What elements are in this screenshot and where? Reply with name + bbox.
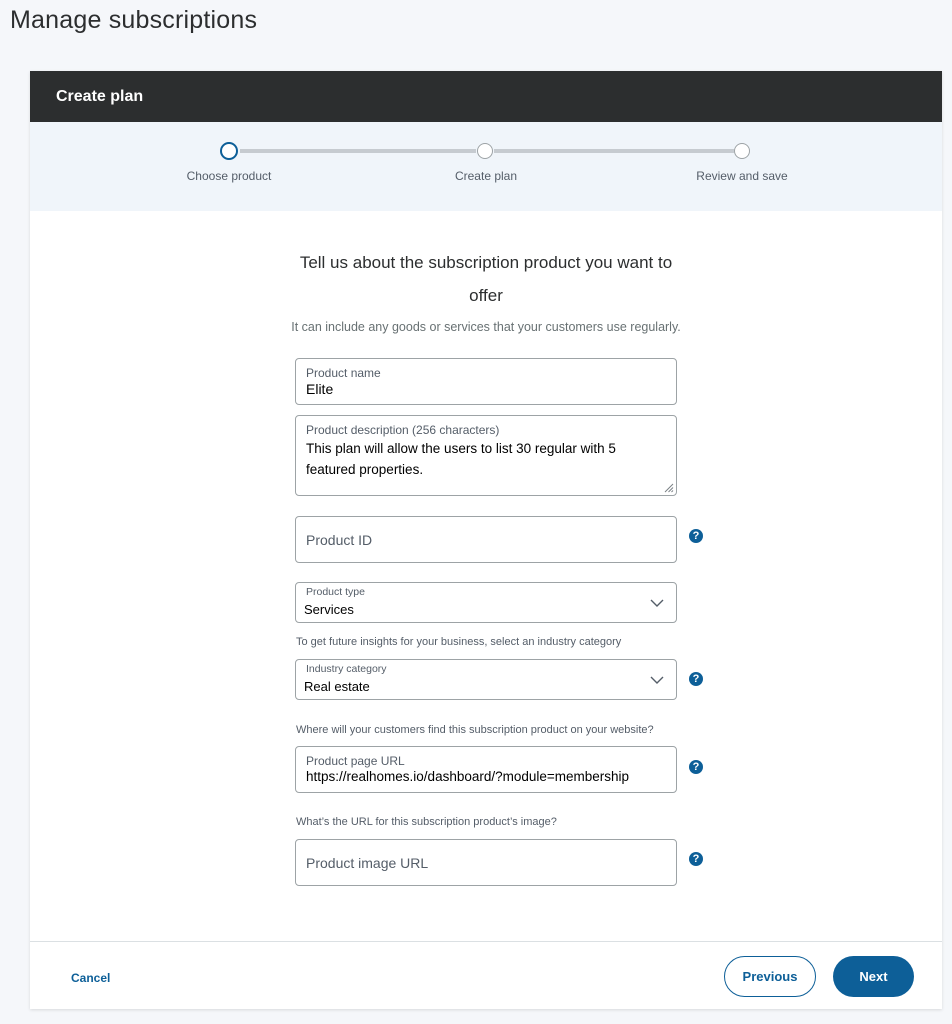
help-icon[interactable]: ? bbox=[689, 529, 703, 543]
previous-button[interactable]: Previous bbox=[724, 956, 816, 997]
help-icon[interactable]: ? bbox=[689, 760, 703, 774]
chevron-down-icon bbox=[650, 675, 664, 685]
chevron-down-icon bbox=[650, 598, 664, 608]
card-footer bbox=[30, 941, 942, 1009]
card-title: Create plan bbox=[56, 87, 144, 105]
product-type-select[interactable] bbox=[295, 582, 677, 623]
product-id-field[interactable] bbox=[295, 516, 677, 563]
next-button[interactable]: Next bbox=[833, 956, 914, 997]
product-type-value: Services bbox=[304, 602, 354, 617]
step-label-review-save: Review and save bbox=[696, 169, 788, 183]
industry-category-value: Real estate bbox=[304, 679, 370, 694]
industry-category-select[interactable] bbox=[295, 659, 677, 700]
page-title: Manage subscriptions bbox=[10, 6, 258, 34]
product-name-field[interactable] bbox=[295, 358, 677, 405]
product-name-value: Elite bbox=[306, 381, 334, 397]
step-connector bbox=[240, 149, 476, 153]
product-type-label: Product type bbox=[306, 586, 365, 598]
resize-grip-icon[interactable] bbox=[664, 483, 674, 493]
product-description-value: This plan will allow the users to list 30 regular with 5 featured properties. bbox=[306, 441, 616, 477]
intro-heading-line1: Tell us about the subscription product you want to bbox=[299, 253, 673, 272]
image-hint: What’s the URL for this subscription product’s image? bbox=[296, 816, 557, 828]
industry-hint: To get future insights for your business, select an industry category bbox=[296, 636, 622, 648]
intro-heading-line2: offer bbox=[469, 286, 503, 305]
cancel-link[interactable]: Cancel bbox=[71, 971, 111, 985]
help-icon[interactable]: ? bbox=[689, 852, 703, 866]
industry-category-label: Industry category bbox=[306, 663, 387, 675]
help-icon[interactable]: ? bbox=[689, 672, 703, 686]
step-dot-choose-product bbox=[220, 142, 238, 160]
product-image-url-field[interactable] bbox=[295, 839, 677, 886]
progress-stepper bbox=[30, 122, 942, 211]
step-label-choose-product: Choose product bbox=[186, 169, 272, 183]
product-image-url-placeholder: Product image URL bbox=[306, 855, 429, 871]
step-dot-review-save bbox=[734, 143, 750, 159]
card-header bbox=[30, 71, 942, 122]
intro-subheading: It can include any goods or services that your customers use regularly. bbox=[291, 320, 681, 334]
step-dot-create-plan bbox=[477, 143, 493, 159]
product-description-field[interactable] bbox=[295, 415, 677, 496]
step-connector bbox=[494, 149, 734, 153]
product-description-label: Product description (256 characters) bbox=[306, 423, 500, 437]
product-name-label: Product name bbox=[306, 366, 381, 380]
product-page-url-label: Product page URL bbox=[306, 754, 405, 768]
step-label-create-plan: Create plan bbox=[454, 169, 518, 183]
product-id-placeholder: Product ID bbox=[306, 532, 373, 548]
url-hint: Where will your customers find this subscription product on your website? bbox=[296, 724, 654, 736]
product-page-url-field[interactable] bbox=[295, 746, 677, 793]
product-page-url-value: https://realhomes.io/dashboard/?module=membership bbox=[306, 769, 630, 784]
